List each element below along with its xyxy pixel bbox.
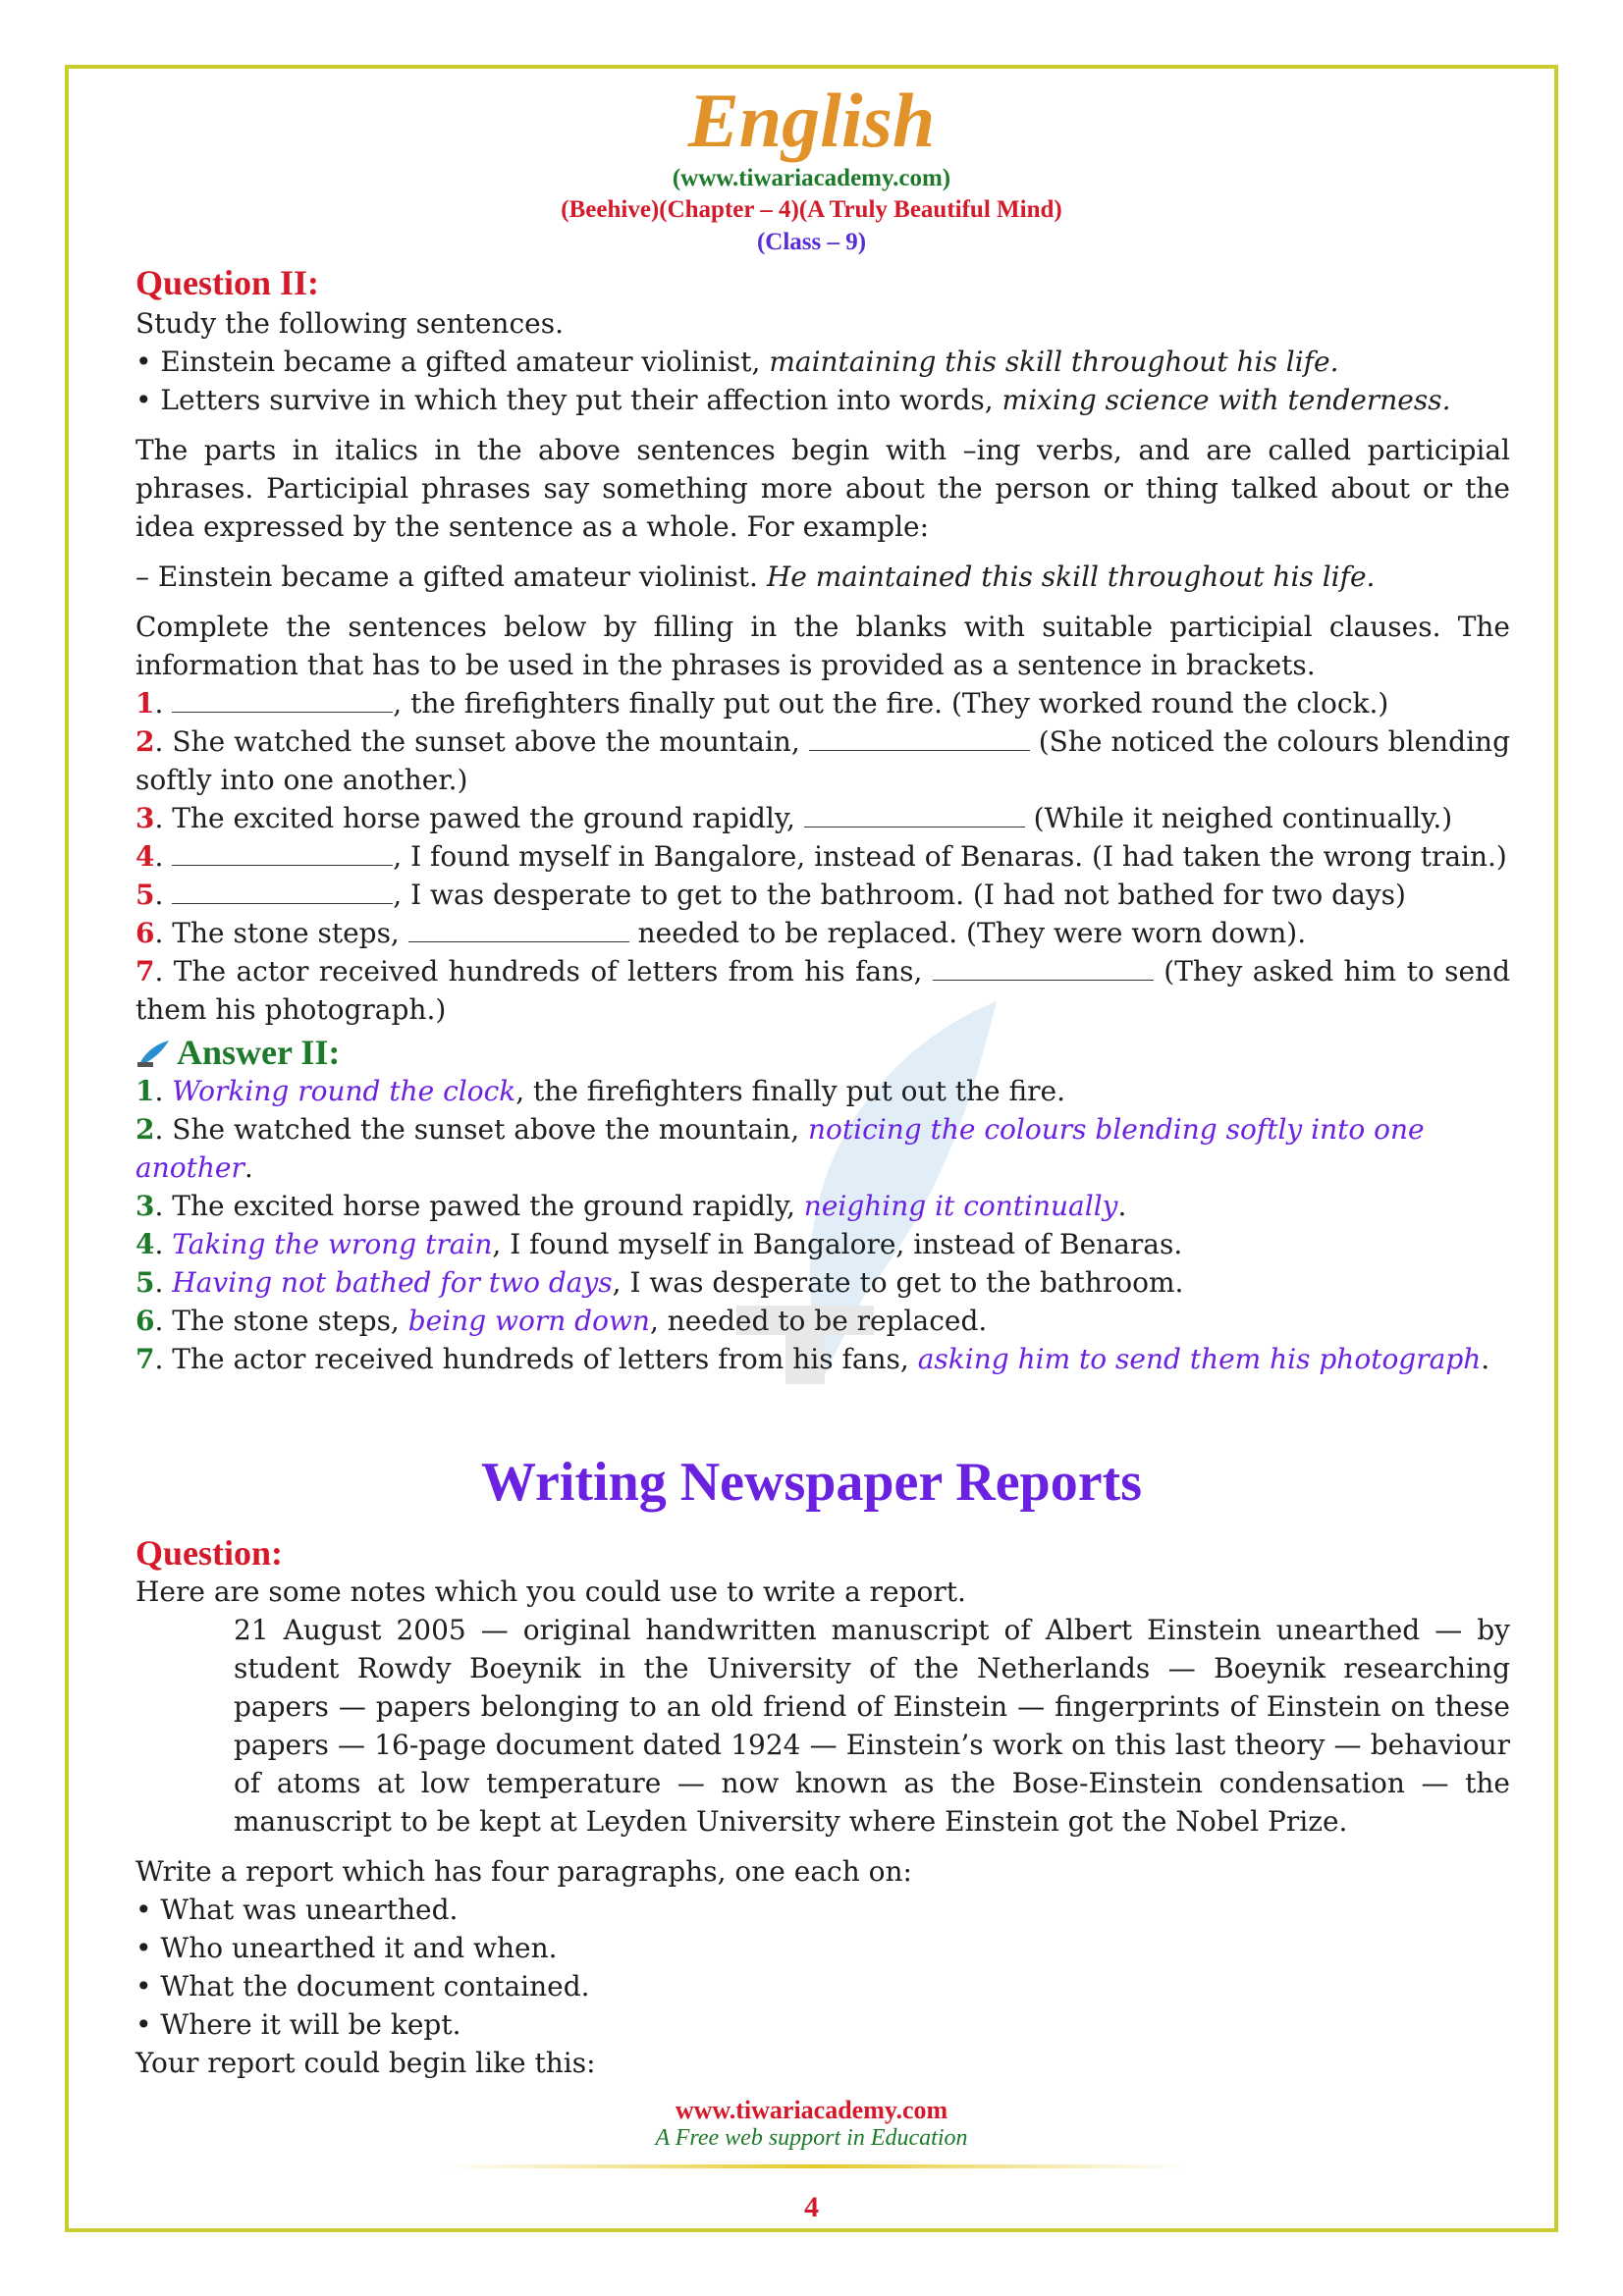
answer-item: 2. She watched the sunset above the mountain, noticing the colours blending softly into one another.: [135, 1113, 1425, 1184]
report-bullet: • What was unearthed.: [135, 1894, 459, 1926]
question-item: 7. The actor received hundreds of letters from his fans, (They asked him to send them his photograph.): [135, 955, 1511, 1026]
report-bullet: • Where it will be kept.: [135, 2008, 461, 2041]
question-3-block: [135, 1533, 1510, 2082]
answer-item: 1. Working round the clock, the firefighters finally put out the fire.: [135, 1075, 1066, 1107]
header-website: (www.tiwariacademy.com): [672, 165, 951, 191]
answer-item: 5. Having not bathed for two days, I was desperate to get to the bathroom.: [135, 1266, 1184, 1299]
question-3-heading: Question:: [135, 1533, 284, 1573]
header-class: (Class – 9): [756, 229, 867, 255]
page-number: 4: [804, 2191, 819, 2223]
footer-tagline: A Free web support in Education: [655, 2125, 968, 2151]
answer-blank: [408, 916, 629, 942]
answer-blank: [172, 686, 393, 713]
question-item: 5. , I was desperate to get to the bathroom. (I had not bathed for two days): [135, 879, 1406, 911]
answer-item: 3. The excited horse pawed the ground rapidly, neighing it continually.: [135, 1190, 1127, 1222]
fill-blanks-instruction: Complete the sentences below by filling in the blanks with suitable participial clauses. The information that has to be used in the phrases is provided as a sentence in brackets.: [135, 611, 1510, 681]
question-item: 2. She watched the sunset above the mountain, (She noticed the colours blending softly into one another.): [135, 725, 1511, 796]
question-item: 6. The stone steps, needed to be replaced. (They were worn down).: [135, 917, 1307, 949]
question-3-intro: Here are some notes which you could use to write a report.: [135, 1575, 966, 1608]
answer-blank: [804, 801, 1025, 828]
report-notes: 21 August 2005 — original handwritten manuscript of Albert Einstein unearthed — by student Rowdy Boeynik in the University of the Netherlands — Boeynik researching papers — papers belonging to an old friend of Einstein — fingerprints of Einstein on these papers — 16-page document dated 1924 — Einstein’s work on this last theory — behaviour of atoms at low temperature — now known as the Bose-Einstein condensation — the manuscript to be kept at Leyden University where Einstein got the Nobel Prize.: [234, 1614, 1510, 1838]
footer-divider: [442, 2164, 1188, 2168]
answer-item: 7. The actor received hundreds of letters from his fans, asking him to send them his photograph.: [135, 1343, 1490, 1375]
answer-blank: [172, 839, 393, 866]
report-bullet: • What the document contained.: [135, 1970, 590, 2002]
question-2-intro: Study the following sentences.: [135, 307, 564, 340]
header-chapter: (Beehive)(Chapter – 4)(A Truly Beautiful Mind): [561, 196, 1062, 223]
section-title: Writing Newspaper Reports: [480, 1452, 1142, 1513]
answer-item: 4. Taking the wrong train, I found myself in Bangalore, instead of Benaras.: [135, 1228, 1183, 1260]
question-2-block: [135, 263, 1510, 1378]
footer-website-link[interactable]: www.tiwariacademy.com: [675, 2096, 948, 2124]
page-title: English: [687, 78, 936, 163]
answer-blank: [172, 878, 393, 904]
question-item: 4. , I found myself in Bangalore, instead of Benaras. (I had taken the wrong train.): [135, 840, 1507, 873]
question-2-heading: Question II:: [135, 263, 320, 302]
quill-icon: [135, 1039, 171, 1068]
report-task: Write a report which has four paragraphs, one each on:: [135, 1855, 912, 1888]
example-sentence-2: • Letters survive in which they put their affection into words, mixing science with tenderness.: [135, 384, 1451, 416]
answer-blank: [809, 724, 1030, 751]
answer-blank: [933, 954, 1154, 981]
report-bullet: • Who unearthed it and when.: [135, 1932, 558, 1964]
example-sentence-3: – Einstein became a gifted amateur violinist. He maintained this skill throughout his life.: [135, 561, 1376, 593]
answer-2-heading: Answer II:: [135, 1033, 1510, 1072]
question-item: 3. The excited horse pawed the ground rapidly, (While it neighed continually.): [135, 802, 1453, 834]
question-item: 1. , the firefighters finally put out the fire. (They worked round the clock.): [135, 687, 1389, 720]
example-sentence-1: • Einstein became a gifted amateur violinist, maintaining this skill throughout his life.: [135, 346, 1339, 378]
report-closing: Your report could begin like this:: [135, 2047, 596, 2079]
answer-item: 6. The stone steps, being worn down, needed to be replaced.: [135, 1305, 988, 1337]
participial-explanation: The parts in italics in the above sentences begin with –ing verbs, and are called participial phrases. Participial phrases say something more about the person or thing talked about or the idea expressed by the sentence as a whole. For example:: [135, 434, 1510, 543]
